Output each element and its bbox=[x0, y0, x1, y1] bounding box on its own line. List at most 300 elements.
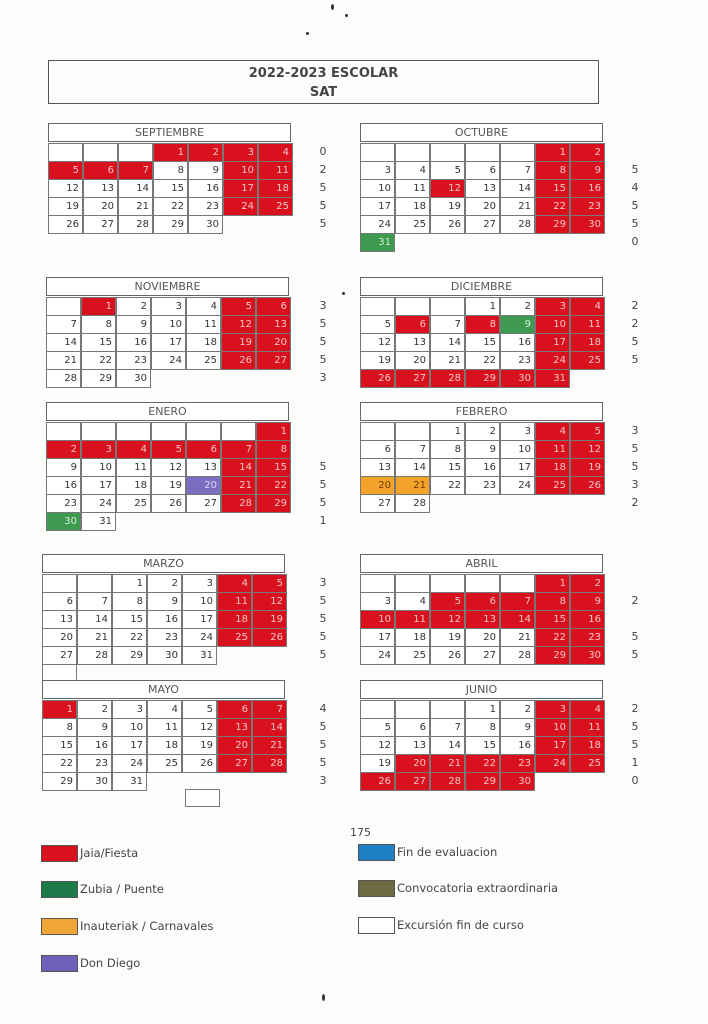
week-count: 5 bbox=[319, 217, 327, 230]
day-cell: 23 bbox=[465, 476, 500, 495]
day-cell: 8 bbox=[112, 592, 147, 611]
month-name: JUNIO bbox=[360, 680, 603, 699]
day-cell: 18 bbox=[535, 458, 570, 477]
week-count: 5 bbox=[631, 738, 639, 751]
week-count: 4 bbox=[319, 702, 327, 715]
day-cell: 15 bbox=[112, 610, 147, 629]
day-cell: 9 bbox=[465, 440, 500, 459]
empty-cell bbox=[395, 574, 430, 593]
day-cell: 10 bbox=[223, 161, 258, 180]
day-cell: 5 bbox=[221, 297, 256, 316]
day-cell: 24 bbox=[81, 494, 116, 513]
day-cell: 1 bbox=[112, 574, 147, 593]
month-name: FEBRERO bbox=[360, 402, 603, 421]
week-count: 3 bbox=[319, 371, 327, 384]
empty-cell bbox=[83, 143, 118, 162]
day-cell: 20 bbox=[256, 333, 291, 352]
week-count: 5 bbox=[319, 496, 327, 509]
day-cell: 5 bbox=[360, 315, 395, 334]
day-cell: 2 bbox=[500, 700, 535, 719]
day-cell: 11 bbox=[395, 610, 430, 629]
legend-swatch bbox=[41, 881, 78, 898]
week-count: 5 bbox=[631, 460, 639, 473]
day-cell: 15 bbox=[153, 179, 188, 198]
day-cell: 28 bbox=[46, 369, 81, 388]
title-subtitle: SAT bbox=[309, 85, 338, 100]
day-cell: 10 bbox=[182, 592, 217, 611]
legend-label: Fin de evaluacion bbox=[397, 845, 498, 859]
day-cell: 30 bbox=[570, 215, 605, 234]
day-cell: 15 bbox=[465, 736, 500, 755]
day-cell: 1 bbox=[430, 422, 465, 441]
day-cell: 29 bbox=[153, 215, 188, 234]
day-cell: 5 bbox=[430, 161, 465, 180]
day-cell: 18 bbox=[395, 197, 430, 216]
day-cell: 19 bbox=[570, 458, 605, 477]
day-cell: 16 bbox=[465, 458, 500, 477]
day-cell: 23 bbox=[77, 754, 112, 773]
day-cell: 7 bbox=[430, 315, 465, 334]
day-cell: 4 bbox=[217, 574, 252, 593]
day-cell: 5 bbox=[182, 700, 217, 719]
day-cell: 4 bbox=[535, 422, 570, 441]
speck bbox=[306, 32, 309, 35]
week-count: 5 bbox=[319, 594, 327, 607]
day-cell: 24 bbox=[535, 754, 570, 773]
week-count: 3 bbox=[319, 774, 327, 787]
empty-cell bbox=[360, 422, 395, 441]
empty-cell bbox=[430, 700, 465, 719]
day-cell: 27 bbox=[42, 646, 77, 665]
day-cell: 9 bbox=[46, 458, 81, 477]
day-cell: 9 bbox=[500, 315, 535, 334]
day-cell: 2 bbox=[500, 297, 535, 316]
legend-swatch bbox=[41, 918, 78, 935]
day-cell: 30 bbox=[46, 512, 81, 531]
day-cell: 19 bbox=[360, 351, 395, 370]
day-cell: 27 bbox=[186, 494, 221, 513]
day-cell: 16 bbox=[500, 736, 535, 755]
day-cell: 17 bbox=[535, 736, 570, 755]
empty-cell bbox=[430, 297, 465, 316]
day-cell: 11 bbox=[570, 315, 605, 334]
day-cell: 23 bbox=[570, 628, 605, 647]
week-count: 2 bbox=[631, 299, 639, 312]
day-cell: 25 bbox=[570, 754, 605, 773]
week-count: 3 bbox=[319, 576, 327, 589]
day-cell: 9 bbox=[147, 592, 182, 611]
day-cell: 14 bbox=[118, 179, 153, 198]
empty-cell bbox=[395, 297, 430, 316]
day-cell: 29 bbox=[535, 646, 570, 665]
month-name: MARZO bbox=[42, 554, 285, 573]
day-cell: 25 bbox=[395, 215, 430, 234]
month-name: NOVIEMBRE bbox=[46, 277, 289, 296]
day-cell: 27 bbox=[465, 215, 500, 234]
empty-cell bbox=[46, 422, 81, 441]
day-cell: 17 bbox=[535, 333, 570, 352]
day-cell: 5 bbox=[570, 422, 605, 441]
speck bbox=[345, 14, 348, 17]
day-cell: 17 bbox=[151, 333, 186, 352]
day-cell: 4 bbox=[116, 440, 151, 459]
day-cell: 31 bbox=[535, 369, 570, 388]
day-cell: 16 bbox=[77, 736, 112, 755]
day-cell: 27 bbox=[395, 772, 430, 791]
day-cell: 8 bbox=[256, 440, 291, 459]
day-cell: 30 bbox=[570, 646, 605, 665]
week-count: 5 bbox=[631, 217, 639, 230]
day-cell: 17 bbox=[223, 179, 258, 198]
day-cell: 3 bbox=[535, 700, 570, 719]
empty-cell bbox=[116, 422, 151, 441]
week-count: 5 bbox=[631, 353, 639, 366]
week-count: 5 bbox=[319, 335, 327, 348]
day-cell: 26 bbox=[221, 351, 256, 370]
empty-cell bbox=[395, 143, 430, 162]
calendar-title bbox=[48, 60, 599, 104]
day-cell: 24 bbox=[182, 628, 217, 647]
day-cell: 6 bbox=[256, 297, 291, 316]
day-cell: 18 bbox=[258, 179, 293, 198]
day-cell: 29 bbox=[42, 772, 77, 791]
week-count: 1 bbox=[631, 756, 639, 769]
day-cell: 29 bbox=[465, 772, 500, 791]
day-cell: 3 bbox=[535, 297, 570, 316]
day-cell: 22 bbox=[153, 197, 188, 216]
day-cell: 28 bbox=[252, 754, 287, 773]
day-cell: 27 bbox=[465, 646, 500, 665]
day-cell: 23 bbox=[147, 628, 182, 647]
empty-cell bbox=[77, 574, 112, 593]
day-cell: 23 bbox=[570, 197, 605, 216]
month-name: SEPTIEMBRE bbox=[48, 123, 291, 142]
week-count: 5 bbox=[319, 181, 327, 194]
empty-cell bbox=[430, 143, 465, 162]
day-cell: 26 bbox=[430, 646, 465, 665]
day-cell: 1 bbox=[535, 574, 570, 593]
empty-cell bbox=[500, 143, 535, 162]
day-cell: 23 bbox=[188, 197, 223, 216]
day-cell: 1 bbox=[42, 700, 77, 719]
legend-swatch bbox=[41, 955, 78, 972]
day-cell: 3 bbox=[112, 700, 147, 719]
day-cell: 22 bbox=[430, 476, 465, 495]
day-cell: 3 bbox=[360, 161, 395, 180]
day-cell: 5 bbox=[360, 718, 395, 737]
day-cell: 20 bbox=[465, 628, 500, 647]
day-cell: 18 bbox=[570, 333, 605, 352]
day-cell: 3 bbox=[151, 297, 186, 316]
empty-cell bbox=[42, 574, 77, 593]
day-cell: 24 bbox=[500, 476, 535, 495]
day-cell: 4 bbox=[186, 297, 221, 316]
day-cell: 15 bbox=[430, 458, 465, 477]
day-cell: 2 bbox=[465, 422, 500, 441]
week-count: 5 bbox=[631, 163, 639, 176]
day-cell: 15 bbox=[535, 179, 570, 198]
day-cell: 10 bbox=[500, 440, 535, 459]
legend-swatch bbox=[41, 845, 78, 862]
legend-label: Convocatoria extraordinaria bbox=[397, 881, 559, 895]
legend-swatch bbox=[358, 880, 395, 897]
day-cell: 13 bbox=[186, 458, 221, 477]
day-cell: 27 bbox=[395, 369, 430, 388]
day-cell: 10 bbox=[535, 315, 570, 334]
day-cell: 9 bbox=[500, 718, 535, 737]
week-count: 2 bbox=[631, 702, 639, 715]
day-cell: 5 bbox=[252, 574, 287, 593]
speck bbox=[342, 292, 345, 295]
day-cell: 12 bbox=[151, 458, 186, 477]
empty-cell bbox=[360, 297, 395, 316]
day-cell: 25 bbox=[147, 754, 182, 773]
day-cell: 28 bbox=[77, 646, 112, 665]
empty-cell bbox=[360, 143, 395, 162]
day-cell: 21 bbox=[77, 628, 112, 647]
month-name: DICIEMBRE bbox=[360, 277, 603, 296]
day-cell: 22 bbox=[535, 197, 570, 216]
day-cell: 14 bbox=[221, 458, 256, 477]
day-cell: 4 bbox=[147, 700, 182, 719]
day-cell: 6 bbox=[217, 700, 252, 719]
day-cell: 16 bbox=[147, 610, 182, 629]
day-cell: 29 bbox=[256, 494, 291, 513]
week-count: 2 bbox=[631, 496, 639, 509]
day-cell: 12 bbox=[570, 440, 605, 459]
day-cell: 25 bbox=[186, 351, 221, 370]
day-cell: 14 bbox=[395, 458, 430, 477]
day-cell: 1 bbox=[256, 422, 291, 441]
day-cell: 9 bbox=[116, 315, 151, 334]
day-cell: 26 bbox=[570, 476, 605, 495]
day-cell: 29 bbox=[112, 646, 147, 665]
week-count: 5 bbox=[319, 478, 327, 491]
day-cell: 10 bbox=[112, 718, 147, 737]
day-cell: 9 bbox=[570, 161, 605, 180]
day-cell: 21 bbox=[118, 197, 153, 216]
day-cell: 26 bbox=[430, 215, 465, 234]
day-cell: 22 bbox=[465, 754, 500, 773]
empty-cell bbox=[221, 422, 256, 441]
empty-cell bbox=[430, 574, 465, 593]
day-cell: 24 bbox=[360, 215, 395, 234]
week-count: 5 bbox=[319, 199, 327, 212]
day-cell: 6 bbox=[83, 161, 118, 180]
day-cell: 13 bbox=[465, 179, 500, 198]
day-cell: 4 bbox=[258, 143, 293, 162]
speck bbox=[331, 4, 334, 10]
day-cell: 21 bbox=[430, 754, 465, 773]
day-cell: 20 bbox=[395, 754, 430, 773]
day-cell: 6 bbox=[42, 592, 77, 611]
empty-cell bbox=[395, 422, 430, 441]
day-cell: 11 bbox=[258, 161, 293, 180]
day-cell: 6 bbox=[395, 315, 430, 334]
empty-cell bbox=[360, 574, 395, 593]
day-cell: 27 bbox=[83, 215, 118, 234]
day-cell: 15 bbox=[42, 736, 77, 755]
empty-cell bbox=[465, 574, 500, 593]
day-cell: 1 bbox=[465, 297, 500, 316]
day-cell: 14 bbox=[430, 333, 465, 352]
day-cell: 13 bbox=[83, 179, 118, 198]
day-cell: 12 bbox=[360, 333, 395, 352]
day-cell: 23 bbox=[116, 351, 151, 370]
day-cell: 7 bbox=[118, 161, 153, 180]
week-count: 5 bbox=[631, 442, 639, 455]
day-cell: 12 bbox=[48, 179, 83, 198]
week-count: 5 bbox=[319, 756, 327, 769]
day-cell: 25 bbox=[217, 628, 252, 647]
day-cell: 31 bbox=[360, 233, 395, 252]
day-cell: 13 bbox=[217, 718, 252, 737]
day-cell: 28 bbox=[500, 215, 535, 234]
week-count: 2 bbox=[319, 163, 327, 176]
week-count: 3 bbox=[631, 424, 639, 437]
empty-cell bbox=[395, 700, 430, 719]
day-cell: 3 bbox=[81, 440, 116, 459]
day-cell: 10 bbox=[360, 179, 395, 198]
day-cell: 28 bbox=[118, 215, 153, 234]
day-cell: 20 bbox=[360, 476, 395, 495]
week-count: 5 bbox=[319, 353, 327, 366]
month-name: ABRIL bbox=[360, 554, 603, 573]
day-cell: 27 bbox=[360, 494, 395, 513]
day-cell: 11 bbox=[217, 592, 252, 611]
month-name: ENERO bbox=[46, 402, 289, 421]
week-count: 5 bbox=[319, 738, 327, 751]
week-count: 5 bbox=[319, 630, 327, 643]
day-cell: 8 bbox=[535, 592, 570, 611]
day-cell: 30 bbox=[147, 646, 182, 665]
day-cell: 28 bbox=[221, 494, 256, 513]
day-cell: 30 bbox=[500, 772, 535, 791]
empty-box bbox=[185, 789, 220, 807]
day-cell: 11 bbox=[395, 179, 430, 198]
week-count: 3 bbox=[319, 299, 327, 312]
day-cell: 21 bbox=[500, 197, 535, 216]
day-cell: 13 bbox=[395, 333, 430, 352]
day-cell: 3 bbox=[223, 143, 258, 162]
day-cell: 17 bbox=[360, 628, 395, 647]
day-cell: 8 bbox=[465, 315, 500, 334]
day-cell: 24 bbox=[360, 646, 395, 665]
day-cell: 21 bbox=[221, 476, 256, 495]
day-cell: 13 bbox=[395, 736, 430, 755]
day-cell: 10 bbox=[360, 610, 395, 629]
day-cell: 23 bbox=[46, 494, 81, 513]
day-cell: 28 bbox=[430, 772, 465, 791]
day-cell: 19 bbox=[182, 736, 217, 755]
day-cell: 15 bbox=[256, 458, 291, 477]
legend-label: Inauteriak / Carnavales bbox=[80, 919, 214, 933]
day-cell: 20 bbox=[465, 197, 500, 216]
day-cell: 28 bbox=[430, 369, 465, 388]
week-count: 5 bbox=[319, 460, 327, 473]
day-cell: 26 bbox=[252, 628, 287, 647]
day-cell: 19 bbox=[48, 197, 83, 216]
day-cell: 28 bbox=[395, 494, 430, 513]
day-cell: 2 bbox=[570, 574, 605, 593]
day-cell: 2 bbox=[77, 700, 112, 719]
day-cell: 19 bbox=[221, 333, 256, 352]
day-cell: 17 bbox=[360, 197, 395, 216]
week-count: 0 bbox=[631, 235, 639, 248]
week-count: 0 bbox=[319, 145, 327, 158]
day-cell: 23 bbox=[500, 754, 535, 773]
day-cell: 14 bbox=[500, 179, 535, 198]
day-cell: 25 bbox=[258, 197, 293, 216]
day-cell: 15 bbox=[81, 333, 116, 352]
day-cell: 18 bbox=[116, 476, 151, 495]
day-cell: 30 bbox=[500, 369, 535, 388]
day-cell: 12 bbox=[430, 610, 465, 629]
day-cell: 19 bbox=[360, 754, 395, 773]
day-cell: 16 bbox=[500, 333, 535, 352]
day-cell: 7 bbox=[500, 592, 535, 611]
day-cell: 18 bbox=[186, 333, 221, 352]
day-cell: 21 bbox=[46, 351, 81, 370]
empty-cell bbox=[151, 422, 186, 441]
day-cell: 28 bbox=[500, 646, 535, 665]
day-cell: 16 bbox=[116, 333, 151, 352]
day-cell: 31 bbox=[112, 772, 147, 791]
day-cell: 13 bbox=[465, 610, 500, 629]
week-count: 2 bbox=[631, 594, 639, 607]
day-cell: 31 bbox=[81, 512, 116, 531]
day-cell: 8 bbox=[465, 718, 500, 737]
day-cell: 19 bbox=[252, 610, 287, 629]
day-cell: 17 bbox=[182, 610, 217, 629]
week-count: 5 bbox=[631, 720, 639, 733]
legend-label: Jaia/Fiesta bbox=[80, 846, 139, 860]
day-cell: 12 bbox=[182, 718, 217, 737]
day-cell: 3 bbox=[360, 592, 395, 611]
day-cell: 22 bbox=[465, 351, 500, 370]
day-cell: 17 bbox=[500, 458, 535, 477]
day-cell: 10 bbox=[535, 718, 570, 737]
day-cell: 11 bbox=[147, 718, 182, 737]
week-count: 0 bbox=[631, 774, 639, 787]
empty-cell bbox=[500, 574, 535, 593]
day-cell: 25 bbox=[395, 646, 430, 665]
day-cell: 2 bbox=[147, 574, 182, 593]
day-cell: 21 bbox=[395, 476, 430, 495]
day-cell: 29 bbox=[81, 369, 116, 388]
week-count: 2 bbox=[631, 317, 639, 330]
day-cell: 2 bbox=[116, 297, 151, 316]
day-cell: 1 bbox=[465, 700, 500, 719]
day-cell: 18 bbox=[217, 610, 252, 629]
week-count: 5 bbox=[319, 720, 327, 733]
day-cell: 23 bbox=[500, 351, 535, 370]
title-year: 2022-2023 ESCOLAR bbox=[248, 66, 399, 81]
day-cell: 2 bbox=[188, 143, 223, 162]
day-cell: 4 bbox=[395, 161, 430, 180]
empty-cell bbox=[186, 422, 221, 441]
day-cell: 6 bbox=[465, 161, 500, 180]
day-cell: 14 bbox=[430, 736, 465, 755]
day-cell: 9 bbox=[570, 592, 605, 611]
day-cell: 3 bbox=[182, 574, 217, 593]
day-cell: 8 bbox=[430, 440, 465, 459]
day-cell: 10 bbox=[151, 315, 186, 334]
empty-cell bbox=[46, 297, 81, 316]
week-count: 5 bbox=[319, 648, 327, 661]
day-cell: 6 bbox=[395, 718, 430, 737]
day-cell: 26 bbox=[360, 772, 395, 791]
